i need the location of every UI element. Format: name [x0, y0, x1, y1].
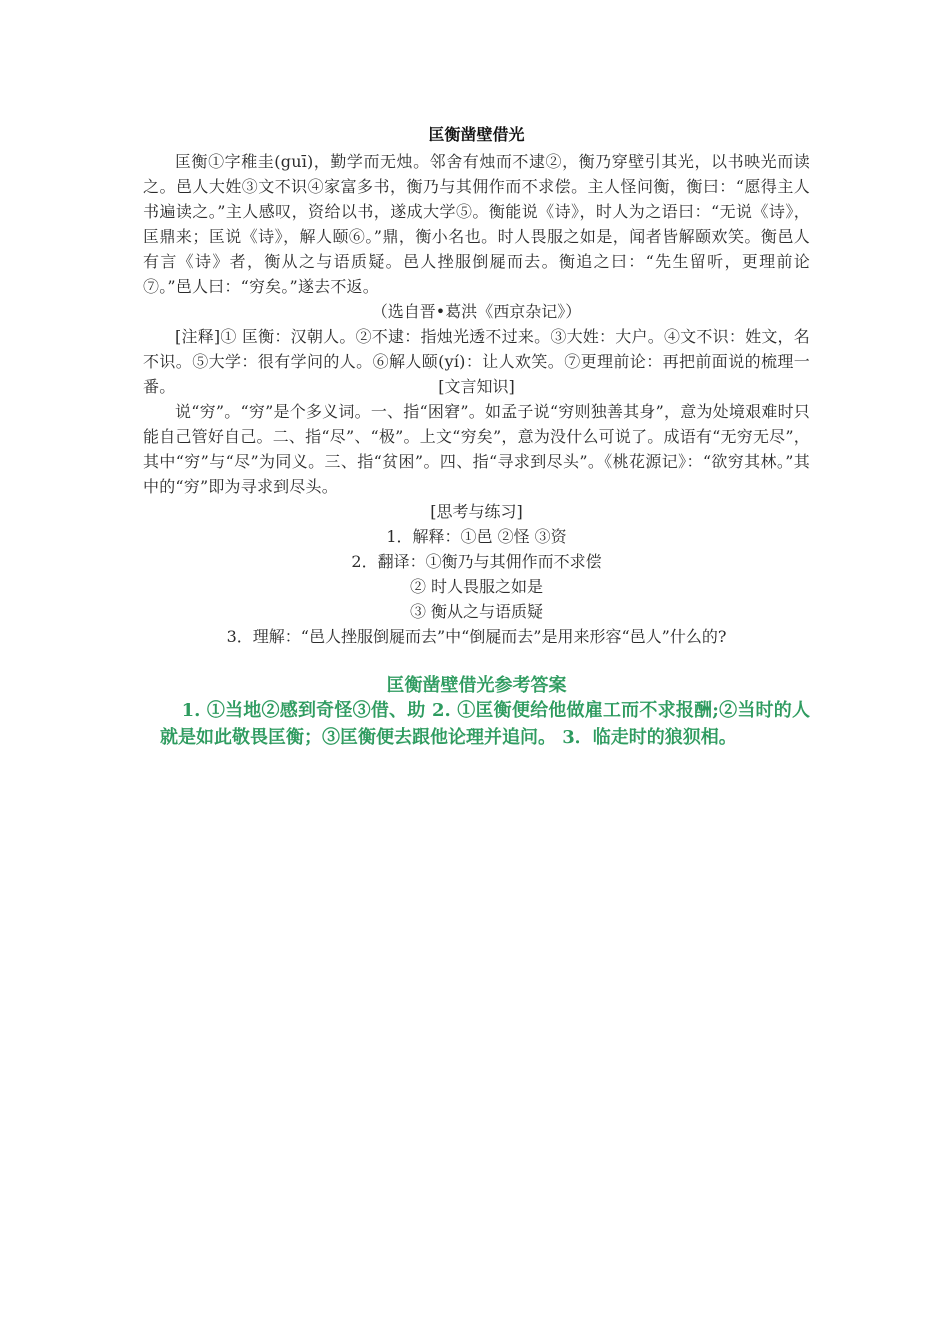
- source-citation: （选自晋•葛洪《西京杂记》）: [371, 302, 582, 321]
- answer-body: 1. ①当地②感到奇怪③借、助 2. ①匡衡便给他做雇工而不求报酬;②当时的人就是如此敬畏匡衡；③匡衡便去跟他论理并追问。 3．临走时的狼狈相。: [160, 700, 810, 748]
- exercise-item: ③ 衡从之与语质疑: [409, 602, 544, 621]
- exercise-heading: [思考与练习]: [430, 502, 523, 521]
- exercise-item: ② 时人畏服之如是: [409, 577, 544, 596]
- notes-paragraph: [注释]① 匡衡：汉朝人。②不逮：指烛光透不过来。③大姓：大户。④文不识：姓文，名不识。⑤大学：很有学问的人。⑥解人颐(yí)：让人欢笑。⑦更理前论：再把前面说的梳理一番。: [143, 327, 810, 396]
- exercise-item: 3．理解：“邑人挫服倒屣而去”中“倒屣而去”是用来形容“邑人”什么的?: [226, 627, 727, 646]
- main-passage: 匡衡①字稚圭(guī)，勤学而无烛。邻舍有烛而不逮②，衡乃穿壁引其光，以书映光而读之。邑人大姓③文不识④家富多书，衡乃与其佣作而不求偿。主人怪问衡，衡曰：“愿得主人书遍读之。”主人感叹，资给以书，遂成大学⑤。衡能说《诗》，时人为之语曰：“无说《诗》，匡鼎来；匡说《诗》，解人颐⑥。”鼎，衡小名也。时人畏服之如是，闻者皆解颐欢笑。衡邑人有言《诗》者，衡从之与语质疑。邑人挫服倒屣而去。衡追之曰：“先生留听，更理前论⑦。”邑人曰：“穷矣。”遂去不返。: [143, 152, 810, 296]
- exercise-item: 1．解释：①邑 ②怪 ③资: [386, 527, 567, 546]
- answer-title: 匡衡凿壁借光参考答案: [386, 675, 567, 696]
- page-title: 匡衡凿壁借光: [428, 125, 525, 144]
- knowledge-paragraph: 说“穷”。“穷”是个多义词。一、指“困窘”。如孟子说“穷则独善其身”，意为处境艰难时只能自己管好自己。二、指“尽”、“极”。上文“穷矣”，意为没什么可说了。成语有“无穷无尽”，其中“穷”与“尽”为同义。三、指“贫困”。四、指“寻求到尽头”。《桃花源记》：“欲穷其林。”其中的“穷”即为寻求到尽头。: [143, 402, 810, 496]
- knowledge-heading: [文言知识]: [438, 377, 515, 396]
- exercise-item: 2．翻译：①衡乃与其佣作而不求偿: [351, 552, 602, 571]
